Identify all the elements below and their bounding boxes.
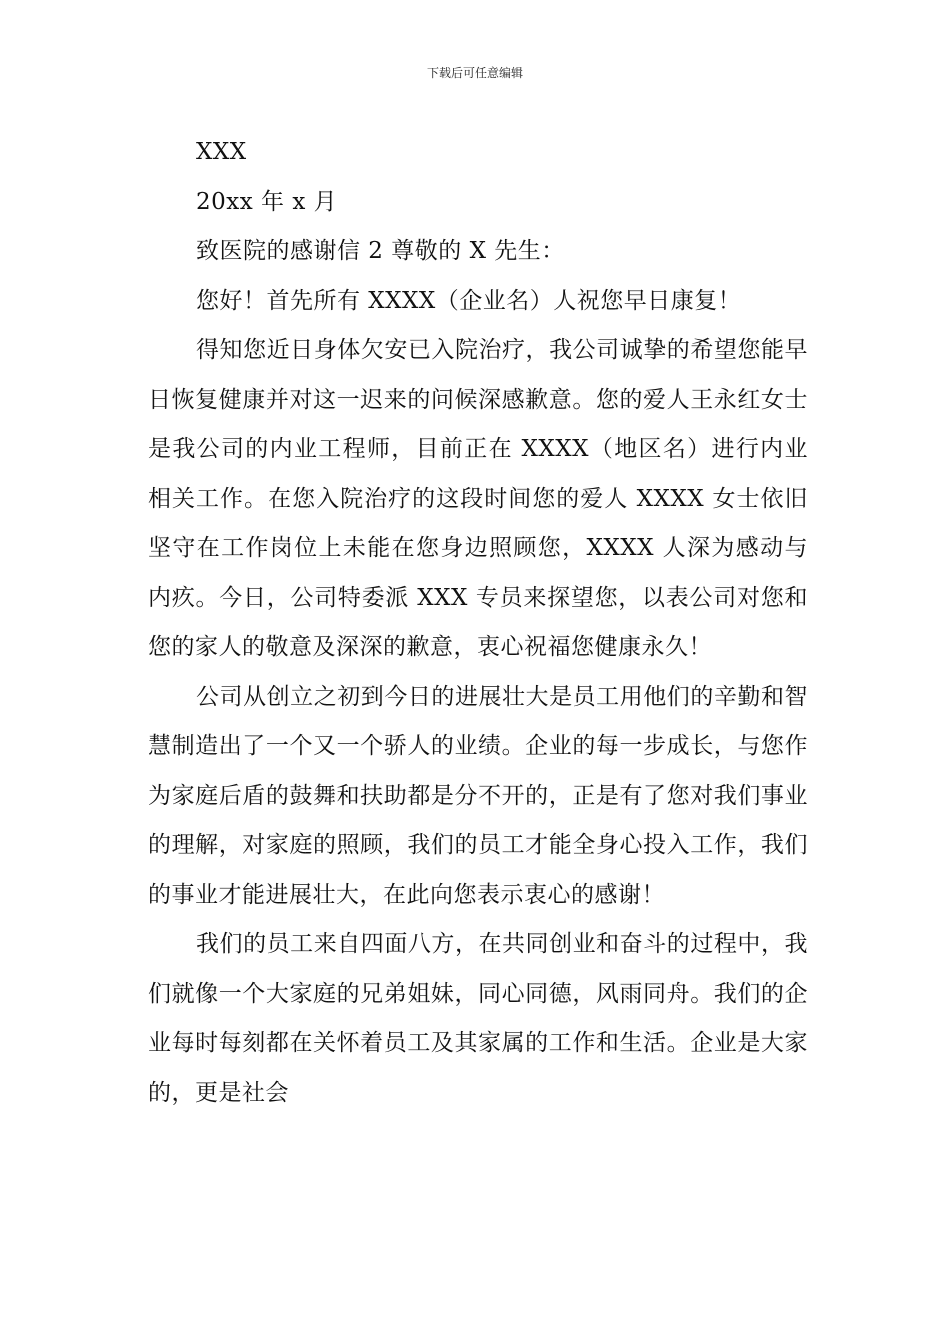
body-paragraph-2: 公司从创立之初到今日的进展壮大是员工用他们的辛勤和智慧制造出了一个又一个骄人的业绩。企业的每一步成长，与您作为家庭后盾的鼓舞和扶助都是分不开的，正是有了您对我们事业的理解，对家庭的照顾，我们的员工才能全身心投入工作，我们的事业才能进展壮大，在此向您表示衷心的感谢！ xyxy=(148,683,808,908)
body-paragraph-3: 我们的员工来自四面八方，在共同创业和奋斗的过程中，我们就像一个大家庭的兄弟姐妹，同心同德，风雨同舟。我们的企业每时每刻都在关怀着员工及其家属的工作和生活。企业是大家的，更是社会 xyxy=(148,931,808,1106)
greeting-line: 您好！首先所有 XXXX（企业名）人祝您早日康复！ xyxy=(196,287,742,314)
signature-line: XXX xyxy=(196,139,247,165)
body-paragraph-1: 得知您近日身体欠安已入院治疗，我公司诚挚的希望您能早日恢复健康并对这一迟来的问候深感歉意。您的爱人王永红女士是我公司的内业工程师，目前正在 XXXX（地区名）进行内业相关工作。在您入院治疗的这段时间您的爱人 XXXX 女士依旧坚守在工作岗位上未能在您身边照顾您，XXXX 人深为感动与内疚。今日，公司特委派 XXX 专员来探望您，以表公司对您和您的家人的敬意及深深的歉意，衷心祝福您健康永久！ xyxy=(148,337,808,660)
letter-body xyxy=(148,128,808,1118)
page-header-note: 下载后可任意编辑 xyxy=(426,66,523,80)
date-line: 20xx 年 x 月 xyxy=(196,188,338,215)
letter-title-salutation: 致医院的感谢信 2 尊敬的 X 先生： xyxy=(196,238,565,264)
